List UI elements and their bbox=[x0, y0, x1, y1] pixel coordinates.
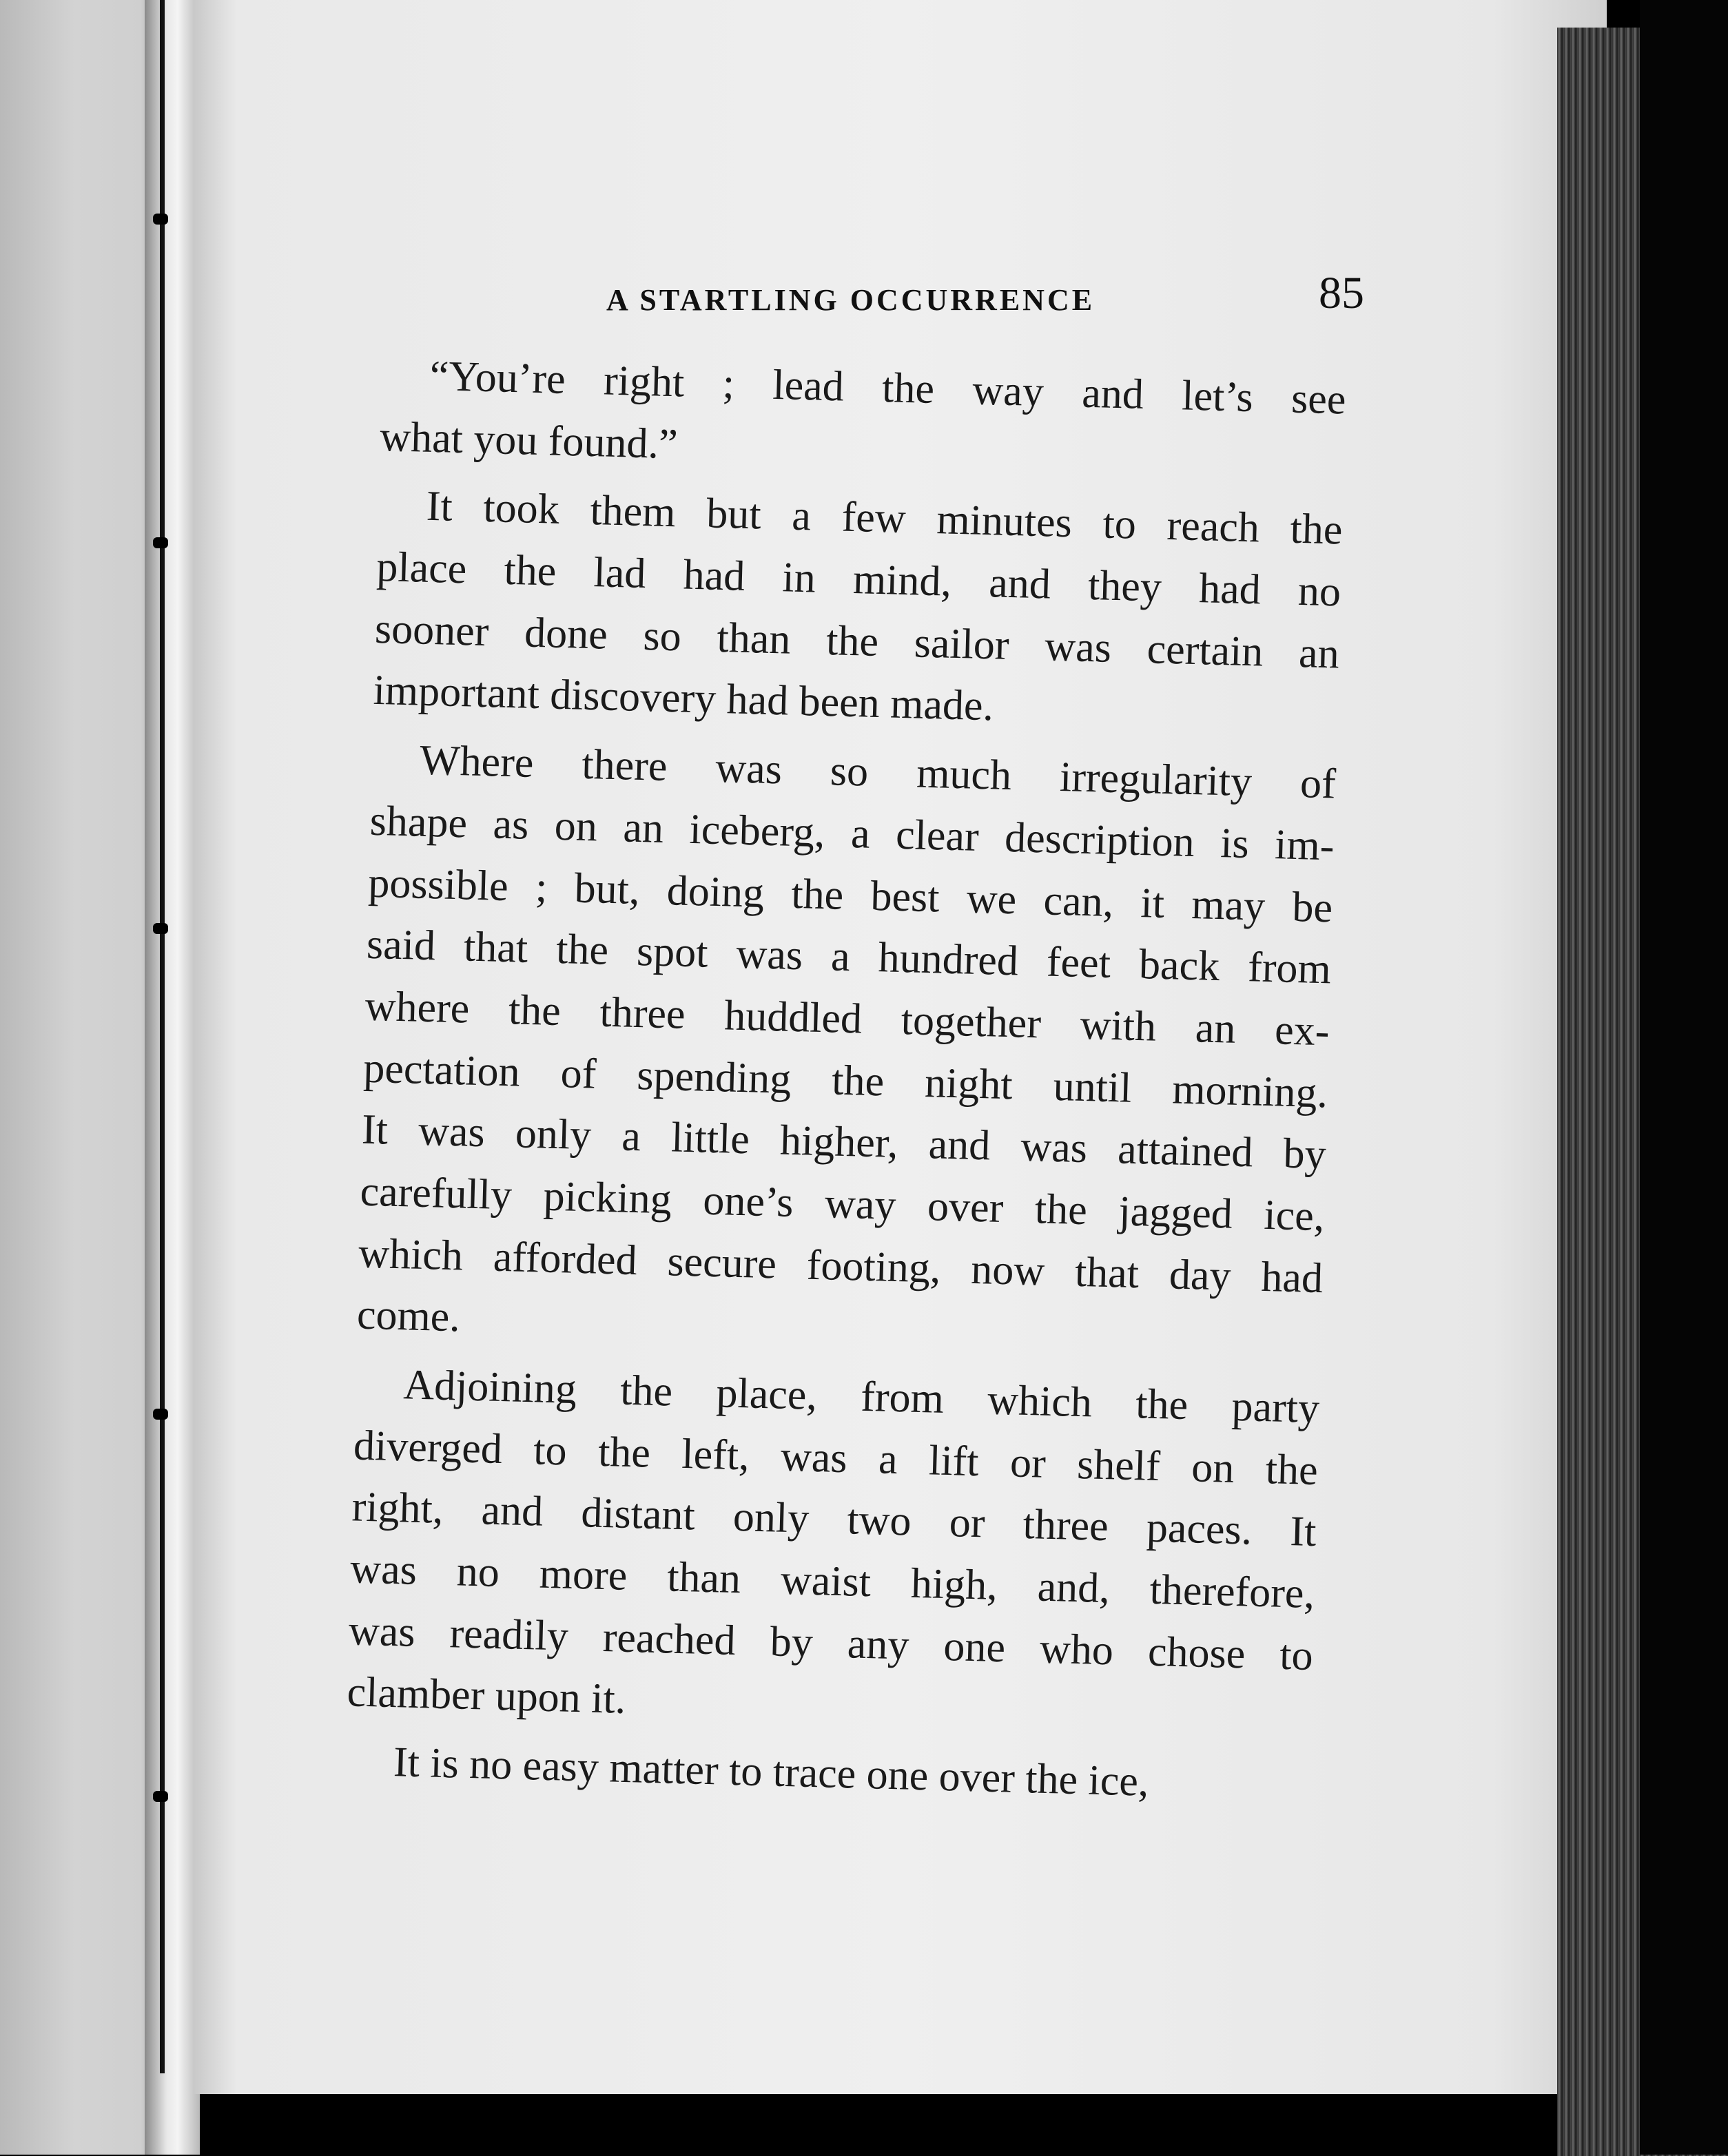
text-line: It took them but a few minutes to reach the bbox=[425, 483, 1344, 554]
scan-border bbox=[1640, 0, 1728, 2155]
facing-page-edge bbox=[0, 0, 165, 2155]
text-line: shape as on an iceberg, a clear description is im- bbox=[369, 797, 1335, 870]
text-line: was no more than waist high, and, therefore, bbox=[349, 1545, 1315, 1618]
text-line: which afforded secure footing, now that day had bbox=[358, 1230, 1324, 1302]
text-line: sooner done so than the sailor was certain an bbox=[374, 605, 1340, 678]
binding-thread bbox=[160, 0, 165, 2073]
text-line: possible ; but, doing the best we can, it may be bbox=[367, 859, 1333, 931]
paragraph bbox=[379, 344, 1346, 493]
running-head: A STARTLING OCCURRENCE bbox=[606, 283, 1096, 317]
text-line: clamber upon it. bbox=[346, 1668, 627, 1723]
page-number: 85 bbox=[1319, 268, 1364, 318]
binding-stitch bbox=[153, 214, 168, 225]
page-header bbox=[386, 267, 1364, 329]
text-line: carefully picking one’s way over the jagged ice, bbox=[359, 1168, 1326, 1241]
binding-stitch bbox=[153, 923, 168, 934]
text-line: pectation of spending the night until morning. bbox=[362, 1044, 1328, 1117]
text-line: was readily reached by any one who chose to bbox=[348, 1607, 1314, 1679]
text-line: right, and distant only two or three paces. It bbox=[351, 1483, 1317, 1556]
text-line: important discovery had been made. bbox=[372, 667, 994, 730]
binding-stitch bbox=[153, 1791, 168, 1802]
paragraph bbox=[373, 475, 1344, 747]
paragraph bbox=[356, 729, 1337, 1371]
text-line: It is no easy matter to trace one over the ice, bbox=[393, 1739, 1150, 1805]
text-line: diverged to the left, was a lift or shelf on the bbox=[353, 1422, 1319, 1494]
text-line: place the lad had in mind, and they had no bbox=[376, 543, 1341, 616]
text-line: It was only a little higher, and was attained by bbox=[361, 1106, 1327, 1179]
paragraph bbox=[347, 1353, 1321, 1749]
text-line: where the three huddled together with an ex- bbox=[364, 982, 1330, 1055]
binding-stitch bbox=[153, 537, 168, 548]
text-line: Where there was so much irregularity of bbox=[419, 736, 1337, 808]
body-text bbox=[344, 344, 1347, 1818]
text-line: said that the spot was a hundred feet back from bbox=[366, 920, 1332, 993]
binding-stitch bbox=[153, 1409, 168, 1420]
book-gutter bbox=[145, 0, 200, 2155]
text-line: come. bbox=[356, 1291, 461, 1341]
text-line: Adjoining the place, from which the party bbox=[402, 1361, 1320, 1433]
text-line: what you found.” bbox=[379, 413, 679, 468]
text-line: “You’re right ; lead the way and let’s see bbox=[429, 352, 1347, 424]
